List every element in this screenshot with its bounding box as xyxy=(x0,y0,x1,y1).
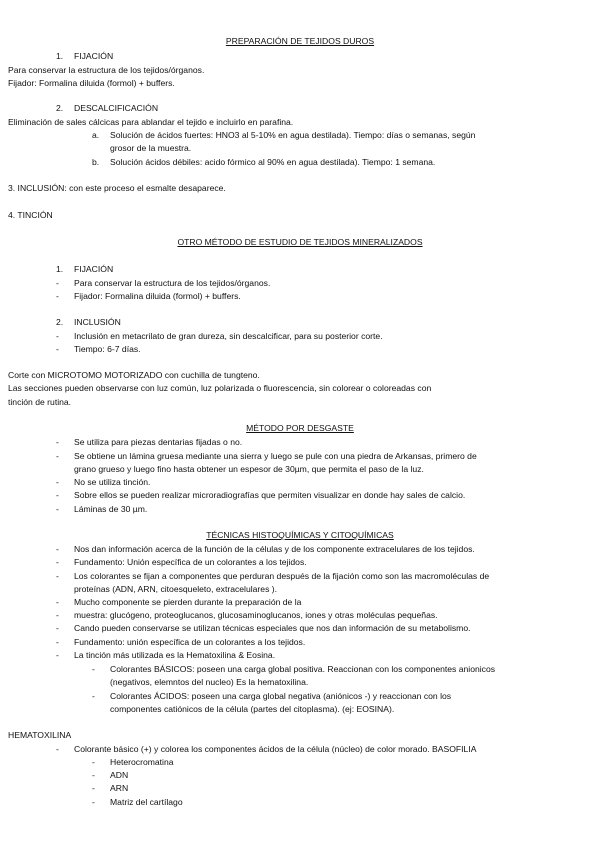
bullet-dash: - xyxy=(56,437,59,447)
sub-bullet-text: ADN xyxy=(110,770,129,780)
list-number: 1. xyxy=(56,51,64,61)
bullet-dash: - xyxy=(56,344,59,354)
sub-bullet-text: (negativos, elemntos del nucleo) Es la hematoxilina. xyxy=(110,677,309,687)
paragraph: Corte con MICROTOMO MOTORIZADO con cuchilla de tungteno. xyxy=(8,370,260,380)
sub-bullet-dash: - xyxy=(92,770,95,780)
bullet-text: Inclusión en metacrilato de gran dureza, sin descalcificar, para su posterior corte. xyxy=(74,331,383,341)
bullet-text: muestra: glucógeno, proteoglucanos, glucosaminoglucanos, iones y otras moléculas pequeñas. xyxy=(74,610,438,620)
paragraph: Fijador: Formalina diluida (formol) + buffers. xyxy=(8,78,175,88)
bullet-dash: - xyxy=(56,610,59,620)
bullet-text: Láminas de 30 µm. xyxy=(74,504,148,514)
heading-inclusion: INCLUSIÓN xyxy=(74,317,121,327)
bullet-text: Mucho componente se pierden durante la preparación de la xyxy=(74,597,302,607)
list-item-text: grosor de la muestra. xyxy=(110,143,192,153)
bullet-text: proteínas (ADN, ARN, citoesqueleto, extracelulares ). xyxy=(74,584,277,594)
bullet-dash: - xyxy=(56,291,59,301)
bullet-text: Colorante básico (+) y colorea los componentes ácidos de la célula (núcleo) de color morado. BASOFILIA xyxy=(74,744,477,754)
bullet-dash: - xyxy=(56,744,59,754)
bullet-text: Cando pueden conservarse se utilizan técnicas especiales que nos dan información de su metabolismo. xyxy=(74,623,471,633)
paragraph: Eliminación de sales cálcicas para ablandar el tejido e incluirlo en parafina. xyxy=(8,117,294,127)
sub-bullet-dash: - xyxy=(92,797,95,807)
bullet-dash: - xyxy=(56,490,59,500)
bullet-dash: - xyxy=(56,557,59,567)
list-item-text: Solución de ácidos fuertes: HNO3 al 5-10% en agua destilada). Tiempo: días o semanas, según xyxy=(110,130,476,140)
bullet-text: Nos dan información acerca de la función de la células y de los componente extracelulares de los tejidos. xyxy=(74,544,475,554)
bullet-dash: - xyxy=(56,571,59,581)
sub-bullet-dash: - xyxy=(92,664,95,674)
section-title-tecnicas: TÉCNICAS HISTOQUÍMICAS Y CITOQUÍMICAS xyxy=(206,530,394,540)
heading-descalcificacion: DESCALCIFICACIÓN xyxy=(74,103,159,113)
paragraph-tincion: 4. TINCIÓN xyxy=(8,210,53,220)
sub-bullet-text: Colorantes BÁSICOS: poseen una carga global positiva. Reaccionan con los componentes anionicos xyxy=(110,664,496,674)
list-number: 2. xyxy=(56,103,64,113)
bullet-dash: - xyxy=(56,278,59,288)
paragraph: tinción de rutina. xyxy=(8,397,72,407)
bullet-dash: - xyxy=(56,451,59,461)
bullet-dash: - xyxy=(56,597,59,607)
bullet-dash: - xyxy=(56,637,59,647)
paragraph: Para conservar la estructura de los tejidos/órganos. xyxy=(8,65,205,75)
bullet-text: Tiempo: 6-7 días. xyxy=(74,344,141,354)
bullet-dash: - xyxy=(56,544,59,554)
paragraph-inclusion: 3. INCLUSIÓN: con este proceso el esmalte desaparece. xyxy=(8,183,226,193)
sub-bullet-text: componentes catiónicos de la célula (partes del citoplasma). (ej: EOSINA). xyxy=(110,704,395,714)
sub-bullet-text: Colorantes ÁCIDOS: poseen una carga global negativa (aniónicos -) y reaccionan con los xyxy=(110,691,452,701)
bullet-text: Fijador: Formalina diluida (formol) + buffers. xyxy=(74,291,241,301)
bullet-text: La tinción más utilizada es la Hematoxilina & Eosina. xyxy=(74,650,276,660)
bullet-dash: - xyxy=(56,477,59,487)
list-letter: a. xyxy=(92,130,100,140)
bullet-text: Fundamento: Unión específica de un colorantes a los tejidos. xyxy=(74,557,307,567)
bullet-text: Fundamento: unión específica de un colorantes a los tejidos. xyxy=(74,637,306,647)
bullet-text: Para conservar la estructura de los tejidos/órganos. xyxy=(74,278,271,288)
list-number: 2. xyxy=(56,317,64,327)
bullet-text: No se utiliza tinción. xyxy=(74,477,151,487)
paragraph: Las secciones pueden observarse con luz común, luz polarizada o fluorescencia, sin colorear o coloreadas con xyxy=(8,383,432,393)
bullet-dash: - xyxy=(56,504,59,514)
sub-bullet-text: Heterocromatina xyxy=(110,757,174,767)
section-title-preparacion: PREPARACIÓN DE TEJIDOS DUROS xyxy=(225,36,375,46)
section-title-otro-metodo: OTRO MÉTODO DE ESTUDIO DE TEJIDOS MINERALIZADOS xyxy=(177,237,423,247)
sub-bullet-text: Matriz del cartílago xyxy=(110,797,183,807)
bullet-dash: - xyxy=(56,623,59,633)
section-title-hematoxilina: HEMATOXILINA xyxy=(8,730,72,740)
section-title-desgaste: MÉTODO POR DESGASTE xyxy=(246,423,354,433)
sub-bullet-text: ARN xyxy=(110,783,129,793)
bullet-dash: - xyxy=(56,650,59,660)
heading-fijacion: FIJACIÓN xyxy=(74,51,114,61)
heading-fijacion: FIJACIÓN xyxy=(74,264,114,274)
bullet-text: grano grueso y luego fino hasta obtener un espesor de 30µm, que permita el paso de la luz. xyxy=(74,464,424,474)
bullet-text: Sobre ellos se pueden realizar microradiografías que permiten visualizar en donde hay sales de calcio. xyxy=(74,490,466,500)
bullet-text: Los colorantes se fijan a componentes que perduran después de la fijación como son las macromoléculas de xyxy=(74,571,490,581)
list-number: 1. xyxy=(56,264,64,274)
bullet-dash: - xyxy=(56,331,59,341)
list-letter: b. xyxy=(92,157,100,167)
sub-bullet-dash: - xyxy=(92,757,95,767)
bullet-text: Se utiliza para piezas dentarias fijadas o no. xyxy=(74,437,243,447)
list-item-text: Solución ácidos débiles: acido fórmico al 90% en agua destilada). Tiempo: 1 semana. xyxy=(110,157,436,167)
bullet-text: Se obtiene un lámina gruesa mediante una sierra y luego se pule con una piedra de Arkansas, primero de xyxy=(74,451,477,461)
sub-bullet-dash: - xyxy=(92,691,95,701)
sub-bullet-dash: - xyxy=(92,783,95,793)
